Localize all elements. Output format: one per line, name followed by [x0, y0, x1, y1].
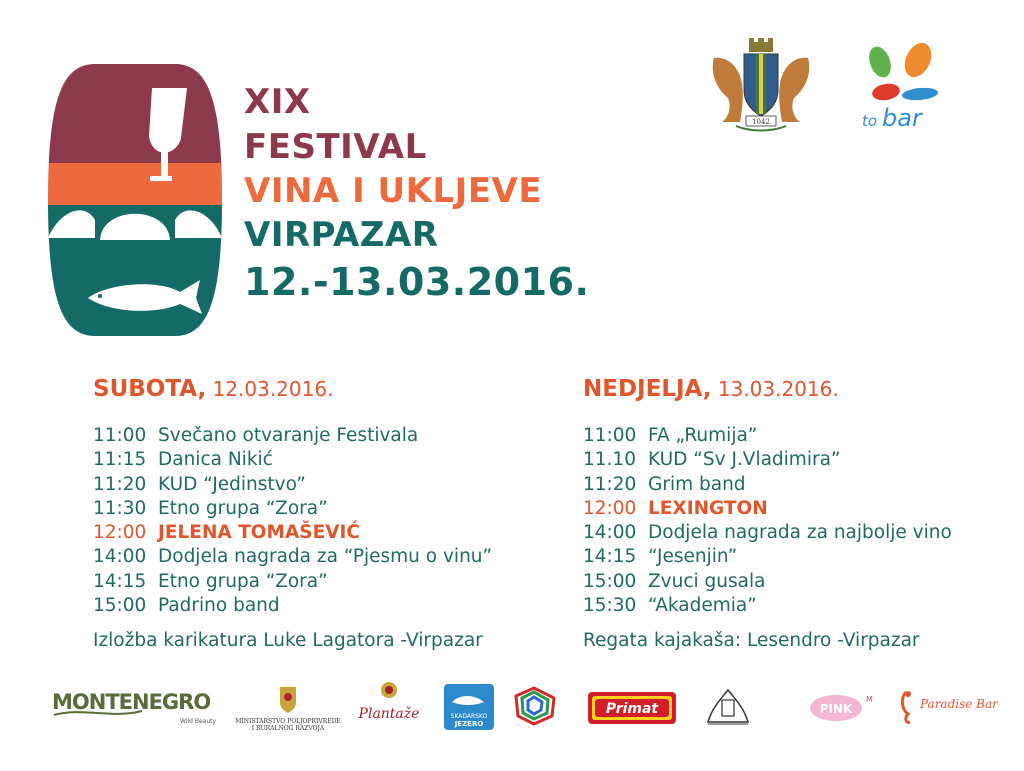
schedule-time: 11:20: [93, 473, 147, 495]
schedule-row: [583, 473, 952, 497]
coat-of-arms-logo: [706, 38, 816, 132]
saturday-note: Izložba karikatura Luke Lagatora -Virpazar: [93, 630, 483, 651]
tourism-logo: [512, 686, 558, 726]
montenegro-text: MONTENEGRO: [52, 690, 211, 714]
schedule-act: FA „Rumija”: [648, 425, 758, 446]
ministry-line2: I RURALNOG RAZVOJA: [251, 725, 325, 732]
schedule-act: Danica Nikić: [158, 449, 273, 471]
schedule-act: Zvuci gusala: [648, 570, 766, 592]
sunday-note: Regata kajakaša: Lesendro -Virpazar: [583, 630, 920, 651]
barrel-middle-band: [40, 163, 230, 205]
saturday-heading: [93, 376, 333, 402]
schedule-row: [93, 497, 492, 521]
schedule-time: 15:00: [93, 595, 147, 617]
schedule-time: 12:00: [93, 522, 147, 544]
pink-text: PINK: [819, 702, 853, 716]
plantaze-text: Plantaže: [358, 706, 420, 722]
schedule-time: 11:00: [93, 425, 147, 446]
svg-text:M: M: [866, 695, 873, 704]
schedule-row: [583, 521, 952, 545]
schedule-row: [93, 594, 492, 618]
schedule-act: JELENA TOMAŠEVIĆ: [158, 522, 361, 544]
festival-word: FESTIVAL: [244, 127, 427, 167]
schedule-time: 11:00: [583, 425, 637, 446]
skadar-line2: JEZERO: [454, 720, 484, 728]
primat-text: Primat: [605, 701, 659, 717]
castle-logo: [702, 682, 754, 732]
schedule-row-highlight: [583, 497, 952, 521]
schedule-act: “Akademia”: [648, 595, 757, 617]
primat-logo: [588, 692, 676, 724]
tobar-to: to: [862, 112, 878, 130]
tobar-bar: bar: [882, 104, 922, 132]
schedule-time: 11.10: [583, 449, 636, 471]
festival-dates: 12.-13.03.2016.: [244, 260, 590, 304]
festival-location: VIRPAZAR: [244, 215, 439, 255]
schedule-row: [93, 448, 492, 472]
schedule-row: [583, 545, 952, 569]
schedule-time: 12:00: [583, 497, 637, 519]
schedule-act: KUD “Sv J.Vladimira”: [648, 449, 841, 471]
pink-logo: [806, 690, 874, 724]
schedule-row-highlight: [93, 521, 492, 545]
schedule-row: [93, 545, 492, 569]
schedule-act: KUD “Jedinstvo”: [158, 473, 306, 495]
sunday-day: NEDJELJA,: [583, 376, 712, 402]
montenegro-subtitle: Wild Beauty: [180, 718, 217, 725]
schedule-time: 11:15: [93, 449, 147, 471]
ministry-line1: MINISTARSTVO POLJOPRIVREDE: [235, 718, 341, 725]
schedule-row: [583, 424, 952, 448]
schedule-time: 15:30: [583, 595, 637, 617]
schedule-time: 15:00: [583, 570, 637, 592]
saturday-date: 12.03.2016.: [212, 377, 334, 401]
montenegro-logo: [52, 683, 217, 727]
schedule-act: “Jesenjin”: [648, 546, 738, 568]
schedule-act: Padrino band: [158, 595, 280, 617]
schedule-row: [583, 448, 952, 472]
schedule-act: Svečano otvaranje Festivala: [158, 425, 419, 446]
skadar-line1: SKADARSKO: [450, 713, 488, 720]
crest-year: 1042: [752, 118, 770, 126]
barrel-top-band: [40, 60, 230, 163]
festival-logo: [40, 60, 230, 340]
schedule-act: Dodjela nagrada za najbolje vino: [648, 522, 952, 544]
schedule-row: [583, 594, 952, 618]
saturday-schedule: [93, 424, 492, 618]
sunday-date: 13.03.2016.: [717, 377, 839, 401]
sunday-heading: [583, 376, 839, 402]
schedule-time: 14:15: [583, 546, 637, 568]
tobar-logo: [858, 40, 948, 132]
schedule-time: 11:20: [583, 473, 637, 495]
schedule-act: Etno grupa “Zora”: [158, 497, 328, 519]
schedule-row: [583, 570, 952, 594]
schedule-act: LEXINGTON: [648, 497, 768, 519]
paradise-bar-logo: [896, 686, 998, 726]
schedule-act: Etno grupa “Zora”: [158, 570, 328, 592]
plantaze-logo: [352, 680, 426, 730]
saturday-day: SUBOTA,: [93, 376, 207, 402]
skadar-lake-logo: [444, 684, 494, 730]
schedule-row: [93, 424, 492, 448]
festival-name: VINA I UKLJEVE: [244, 171, 543, 211]
festival-number: XIX: [244, 82, 311, 122]
schedule-row: [93, 473, 492, 497]
schedule-time: 14:15: [93, 570, 147, 592]
schedule-time: 14:00: [93, 546, 147, 568]
schedule-act: Dodjela nagrada za “Pjesmu o vinu”: [158, 546, 493, 568]
schedule-act: Grim band: [648, 473, 746, 495]
schedule-time: 11:30: [93, 497, 147, 519]
sunday-schedule: [583, 424, 952, 618]
schedule-row: [93, 570, 492, 594]
ministry-logo: [235, 683, 341, 733]
schedule-time: 14:00: [583, 522, 637, 544]
paradise-text: Paradise Bar: [920, 697, 998, 711]
